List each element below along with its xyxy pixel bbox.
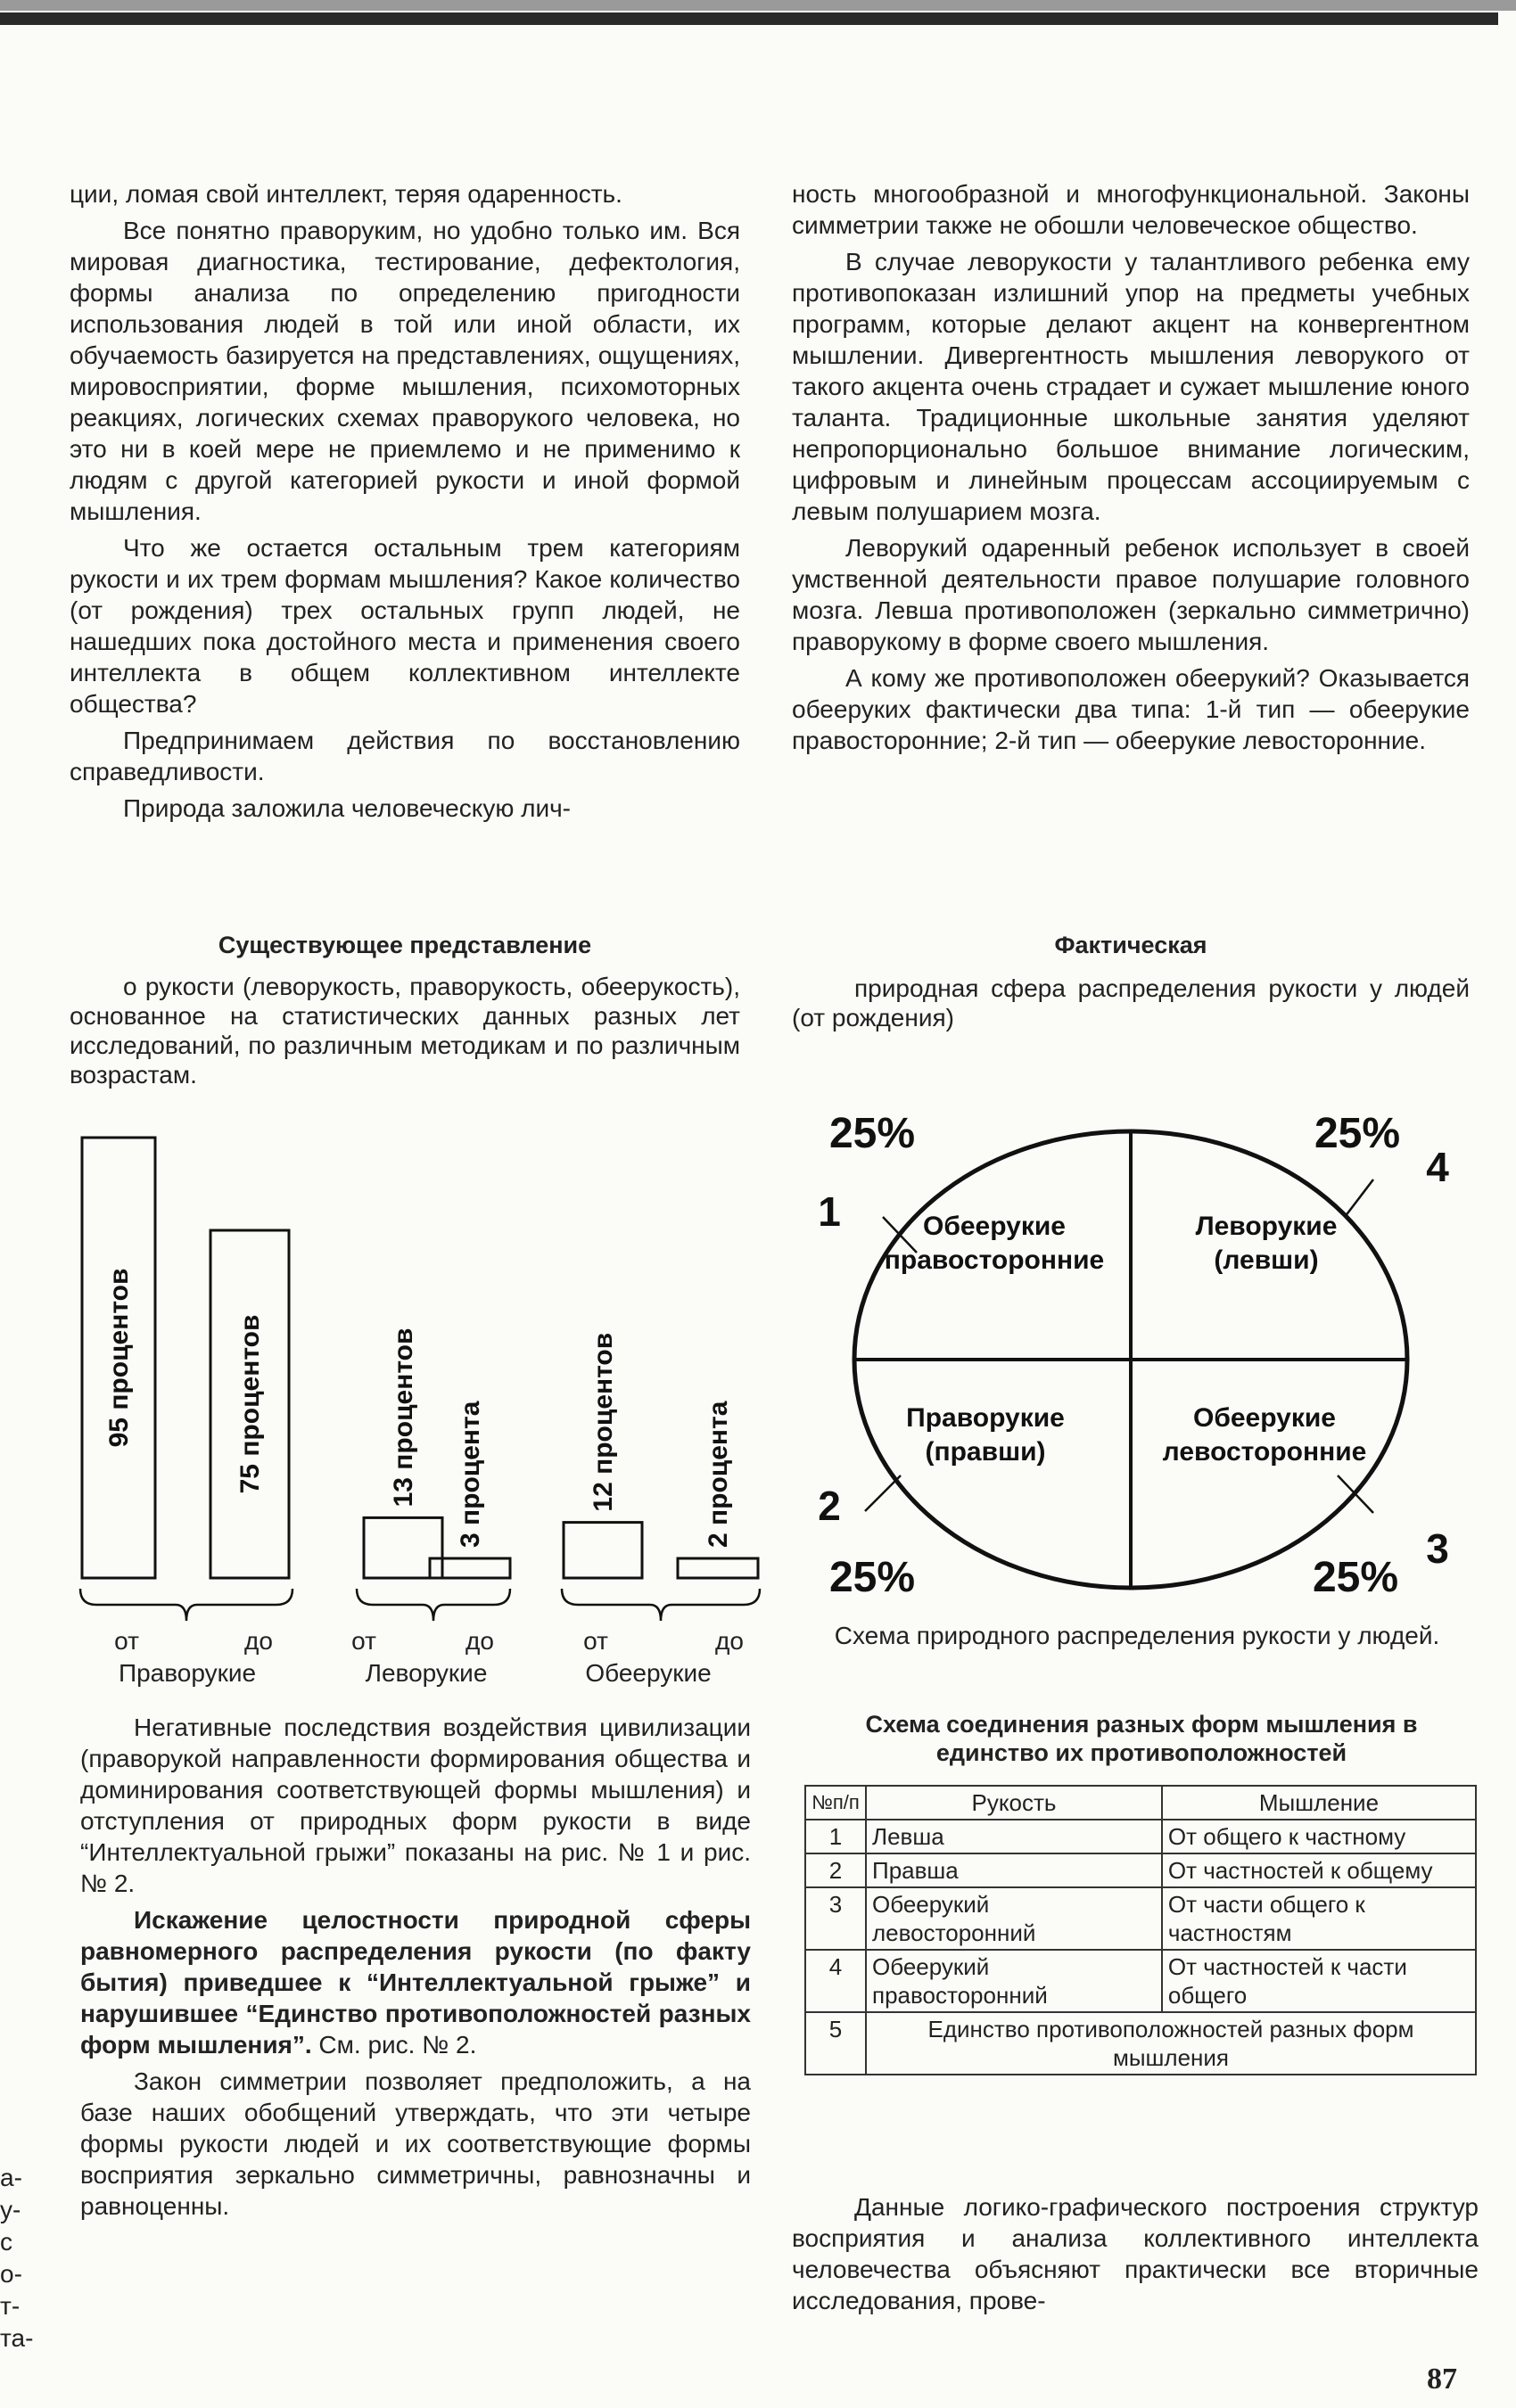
tick-label: от [583,1627,608,1655]
group-label: Обеерукие [585,1659,712,1687]
pie-chart-subtitle: природная сфера распределения рукости у людей (от рождения) [792,974,1470,1031]
margin-fragment: о- [0,2260,22,2288]
group-brace [80,1589,292,1621]
left-bottom-paragraph: Искажение целостности природной сферы равномерного распределения рукости (по факту бытия) приведшее к “Интеллектуальной грыже” и нарушившее “Единство противоположностей разных форм мышления”. См. рис. № 2. [80,1906,751,2059]
right-top-paragraph: ность многообразной и многофункциональной. Законы симметрии также не обошли человеческое общество. [792,180,1470,239]
page-top-rule [0,0,1516,30]
slice-number: 2 [818,1483,841,1529]
margin-fragment: с [0,2228,12,2256]
table-cell-unity: Единство противоположностей разных форм мышления [866,2012,1476,2075]
bar-chart-heading: Существующее представление [218,932,592,958]
slice-label: Праворукие [906,1403,1065,1433]
table-row [805,1887,1476,1950]
col-header-number: №п/п [805,1786,866,1820]
table-cell-think: От части общего к частностям [1162,1887,1476,1950]
slice-pointer [865,1475,901,1511]
pie-chart [803,1110,1480,1618]
margin-fragment: та- [0,2324,34,2352]
table-cell-hand: Правша [866,1853,1162,1887]
thinking-forms-table [804,1785,1477,2075]
slice-label: Обеерукие [1193,1403,1336,1433]
pie-chart-caption: Схема природного распределения рукости у людей. [834,1622,1440,1649]
slice-number: 1 [818,1188,841,1235]
right-top-paragraph: В случае леворукости у талантливого ребенка ему противопоказан излишний упор на предметы учебных программ, которые делают акцент на конвергентном мышлении. Дивергентность мышления леворукого от такого акцента очень страдает и сужает мышление юного таланта. Традиционные школьные занятия уделяют непропорционально большое внимание логическим, цифровым и линейным процессам ассоциируемым с левым полушарием мозга. [792,248,1470,525]
page-number: 87 [1427,2363,1457,2396]
table-cell-hand: Обеерукий левосторонний [866,1887,1162,1950]
margin-fragment: а- [0,2164,22,2191]
bar-label: 3 процента [456,1401,485,1548]
slice-label: (правши) [925,1437,1046,1467]
bar-label: 13 процентов [389,1327,418,1508]
tick-label: до [715,1627,744,1655]
tick-label: до [466,1627,494,1655]
table-cell-think: От частностей к общему [1162,1853,1476,1887]
slice-pointer [1345,1179,1373,1217]
margin-fragment: у- [0,2196,21,2223]
table-cell-think: От общего к частному [1162,1820,1476,1853]
bar-chart-subtitle: о рукости (леворукость, праворукость, обеерукость), основанное на статистических данных разных лет исследований, по различным методикам и по различным возрастам. [70,973,740,1089]
table-cell-n: 1 [805,1820,866,1853]
table-row [805,2012,1476,2075]
table-row [805,1820,1476,1853]
bar-chart [54,1105,767,1694]
left-top-paragraph: Что же остается остальным трем категориям рукости и их трем формам мышления? Какое количество (от рождения) трех остальных групп людей, не нашедших пока достойного места и применения своего интеллекта в общем коллективном интеллекте общества? [70,534,740,718]
slice-percent: 25% [828,1554,916,1601]
left-bottom-paragraph: Негативные последствия воздействия цивилизации (праворукой направленности формирования общества и доминирования соответствующей формы мышления) и отступления от природных форм рукости в виде “Интеллектуальной грыжи” показаны на рис. № 1 и рис. № 2. [80,1714,751,1897]
col-header-handedness: Рукость [866,1786,1162,1820]
slice-percent: 25% [1314,1110,1401,1157]
left-bottom-paragraph: Закон симметрии позволяет предположить, а на базе наших обобщений утверждать, что эти четыре формы рукости людей и их соответствующие формы восприятия зеркально симметричны, равнозначны и равноценны. [80,2067,751,2220]
margin-fragment: т- [0,2292,21,2320]
table-row [805,1853,1476,1887]
bar-label: 75 процентов [235,1314,265,1494]
left-top-paragraph: ции, ломая свой интеллект, теряя одаренность. [70,180,622,208]
slice-percent: 25% [828,1110,916,1157]
group-label: Праворукие [118,1659,257,1687]
col-header-thinking: Мышление [1162,1786,1476,1820]
right-top-paragraph: А кому же противоположен обеерукий? Оказывается обееруких фактически два типа: 1-й тип — обеерукие правосторонние; 2-й тип — обеерукие левосторонние. [792,664,1470,754]
slice-number: 4 [1426,1144,1449,1190]
right-top-paragraph: Леворукий одаренный ребенок использует в своей умственной деятельности правое полушарие головного мозга. Левша противоположен (зеркально симметрично) праворукому в форме своего мышления. [792,534,1470,655]
left-top-paragraph: Все понятно праворуким, но удобно только им. Вся мировая диагностика, тестирование, дефектология, формы анализа по определению пригодности использования людей в той или иной области, их обучаемость базируется на представлениях, ощущениях, мировосприятии, форме мышления, психомоторных реакциях, логических схемах праворукого человека, но это ни в коей мере не приемлемо и не применимо к людям с другой категорией рукости и иной формой мышления. [70,217,740,525]
bar-label: 2 процента [704,1401,733,1548]
table-cell-hand: Левша [866,1820,1162,1853]
left-top-paragraph: Природа заложила человеческую лич- [123,794,571,822]
bar [678,1558,758,1578]
right-bottom-text: Данные логико-графического построения структур восприятия и анализа коллективного интеллекта человечества объясняют практически все вторичные исследования, прове- [792,2193,1479,2314]
table-title: Схема соединения разных форм мышления в единство их противоположностей [865,1711,1418,1766]
bar-label: 95 процентов [104,1268,134,1448]
table-row [805,1950,1476,2012]
table-header-row [805,1786,1476,1820]
table-cell-n: 3 [805,1887,866,1950]
left-bottom-text [80,1712,751,2227]
bar-label: 12 процентов [589,1332,618,1512]
tick-label: от [114,1627,139,1655]
slice-number: 3 [1426,1525,1449,1572]
left-top-paragraph: Предпринимаем действия по восстановлению справедливости. [70,727,740,785]
slice-percent: 25% [1312,1554,1399,1601]
table-cell-n: 5 [805,2012,866,2075]
slice-label: Леворукие [1195,1212,1338,1241]
pie-chart-heading: Фактическая [1054,932,1207,958]
slice-label: (левши) [1214,1245,1319,1275]
slice-label: Обеерукие [923,1212,1066,1241]
table-cell-n: 2 [805,1853,866,1887]
bar [564,1523,642,1578]
tick-label: от [351,1627,376,1655]
table-cell-n: 4 [805,1950,866,2012]
right-column-text [792,178,1470,761]
slice-label: правосторонние [884,1245,1105,1275]
group-brace [562,1589,760,1621]
group-label: Леворукие [365,1659,488,1687]
table-cell-think: От частностей к части общего [1162,1950,1476,2012]
group-brace [357,1589,510,1621]
tick-label: до [244,1627,273,1655]
table-cell-hand: Обеерукий правосторонний [866,1950,1162,2012]
left-column-text [70,178,740,829]
slice-label: левосторонние [1162,1437,1367,1467]
